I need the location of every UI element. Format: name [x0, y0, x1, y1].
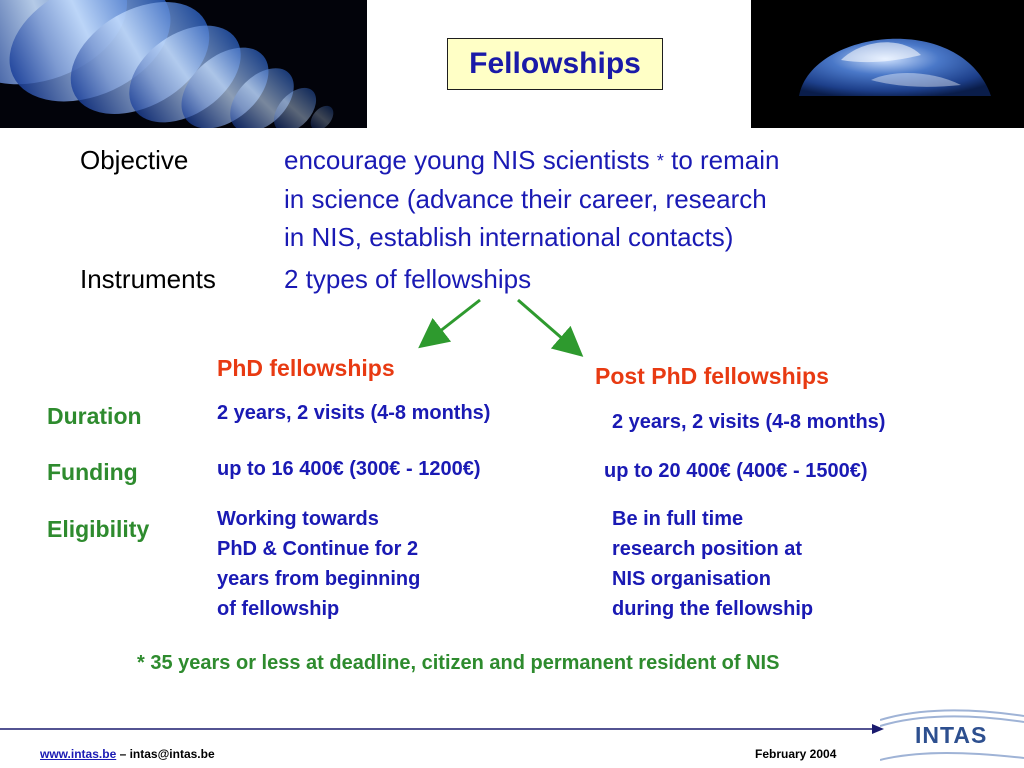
right-arrow — [518, 300, 572, 347]
postphd-eligibility-line: during the fellowship — [612, 598, 814, 620]
objective-text — [284, 141, 924, 256]
footnote-star: * — [656, 151, 664, 171]
instruments-label: Instruments — [80, 264, 216, 294]
footer-email: – intas@intas.be — [116, 747, 215, 761]
phd-duration: 2 years, 2 visits (4-8 months) — [217, 402, 491, 424]
footnote: * 35 years or less at deadline, citizen and permanent resident of NIS — [137, 652, 780, 674]
phd-eligibility-line: Working towards — [217, 508, 379, 530]
postphd-eligibility — [612, 504, 813, 624]
objective-line-2: in science (advance their career, research — [284, 184, 767, 214]
phd-heading: PhD fellowships — [217, 355, 395, 381]
eligibility-label: Eligibility — [47, 516, 150, 542]
objective-line-1: encourage young NIS scientists * to remain — [284, 145, 780, 175]
left-arrow — [430, 300, 480, 339]
earth-image — [751, 0, 1024, 128]
intas-logo: INTAS — [915, 722, 988, 748]
phd-eligibility-line: years from beginning — [217, 568, 421, 590]
footer-rule — [0, 722, 890, 736]
postphd-funding: up to 20 400€ (400€ - 1500€) — [604, 460, 868, 482]
objective-label: Objective — [80, 145, 189, 175]
phd-eligibility — [217, 504, 420, 624]
footer-contact — [40, 747, 215, 761]
postphd-eligibility-line: research position at — [612, 538, 803, 560]
phd-eligibility-line: PhD & Continue for 2 — [217, 538, 419, 560]
postphd-eligibility-line: Be in full time — [612, 508, 744, 530]
postphd-heading: Post PhD fellowships — [595, 363, 829, 389]
postphd-duration: 2 years, 2 visits (4-8 months) — [612, 411, 886, 433]
branch-arrows — [410, 295, 600, 365]
website-link[interactable]: www.intas.be — [40, 747, 117, 761]
instruments-text: 2 types of fellowships — [284, 264, 532, 294]
duration-label: Duration — [47, 403, 142, 429]
phd-funding: up to 16 400€ (300€ - 1200€) — [217, 458, 481, 480]
footer-date: February 2004 — [755, 747, 837, 761]
phd-eligibility-line: of fellowship — [217, 598, 340, 620]
decorative-discs-image — [0, 0, 367, 128]
page-title: Fellowships — [447, 38, 663, 90]
objective-line-3: in NIS, establish international contacts) — [284, 222, 734, 252]
funding-label: Funding — [47, 459, 138, 485]
postphd-eligibility-line: NIS organisation — [612, 568, 771, 590]
